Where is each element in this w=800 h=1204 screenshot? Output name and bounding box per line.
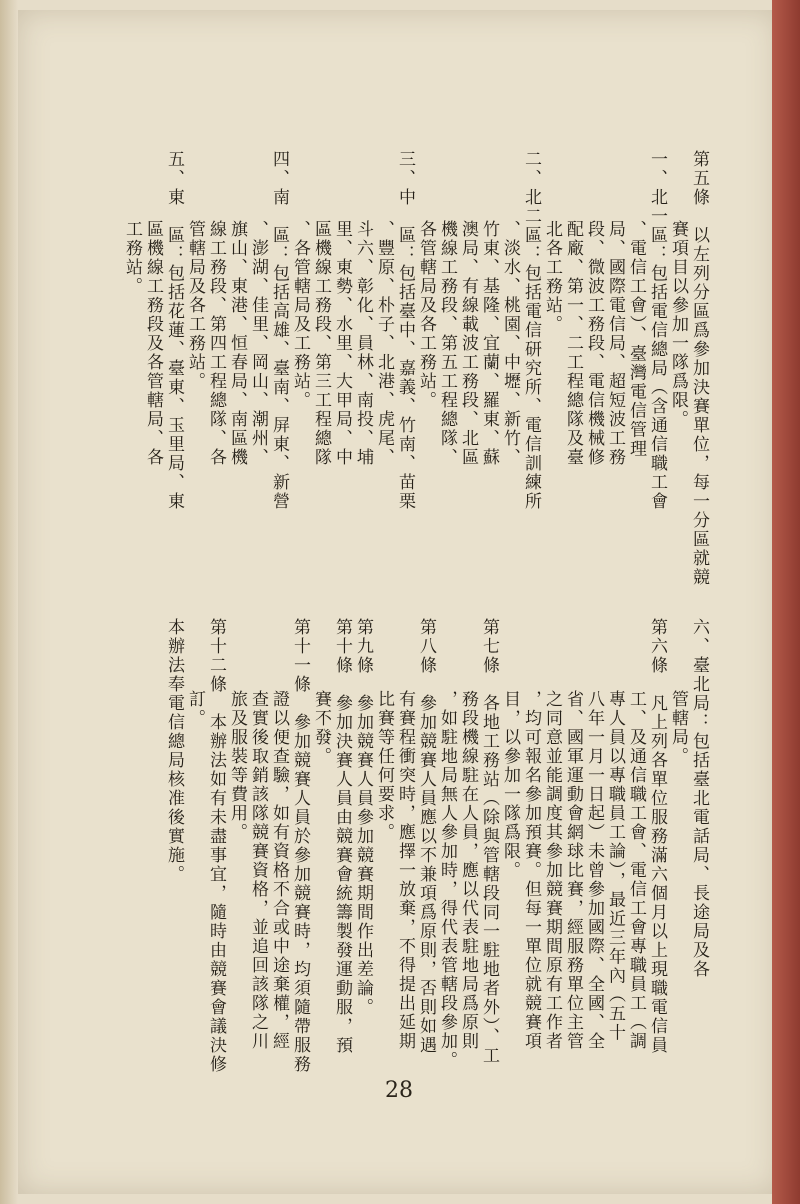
text-line: 八年一月一日起）未曾參加國際、全國、全 <box>584 690 604 1051</box>
text-line: 第九條 參加競賽人員參加競賽期間作出差論。 <box>353 618 373 1017</box>
text-line: 一、北一區：包括電信總局（含通信職工會 <box>647 150 667 511</box>
text-line: 比賽等任何要求。 <box>374 690 394 842</box>
text-line: 省、國軍運動會網球比賽，經服務單位主管 <box>563 690 583 1051</box>
text-line: 旗山、東港、恒春局、南區機 <box>227 220 247 467</box>
book-spine <box>772 0 800 1204</box>
text-line: 四、南 區：包括高雄、臺南、屏東、新營 <box>269 150 289 511</box>
text-line: 區機線工務段及各管轄局、各 <box>143 220 163 467</box>
text-line: 澳局、有線載波工務段、北區 <box>458 220 478 467</box>
text-line: 目，以參加一隊爲限。 <box>500 690 520 880</box>
text-line: 第十條 參加決賽人員由競賽會統籌製發運動服，預 <box>332 618 352 1055</box>
text-line: 區機線工務段、第三工程總隊 <box>311 220 331 467</box>
text-line: 、澎湖、佳里、岡山、潮州、 <box>248 220 268 467</box>
text-line: 賽不發。 <box>311 690 331 766</box>
text-line: 務段機線駐在人員，應以代表駐地局爲原則 <box>458 690 478 1051</box>
text-line: 竹東、基隆、宜蘭、羅東、蘇 <box>479 220 499 467</box>
text-line: 配廠、第一、二工程總隊及臺 <box>563 220 583 467</box>
text-line: 訂。 <box>185 690 205 728</box>
text-line: 之同意並能調度其參加競賽期間原有工作者 <box>542 690 562 1051</box>
text-line: 第五條 以左列分區爲參加決賽單位，每一分區就競 <box>689 150 709 587</box>
text-line: 二、北二區：包括電信研究所、電信訓練所 <box>521 150 541 511</box>
text-line: 第八條 參加競賽人員應以不兼項爲原則，否則如遇 <box>416 618 436 1055</box>
text-line: 第十二條 本辦法如有未盡事宜，隨時由競賽會議決修 <box>206 618 226 1074</box>
text-line: 北各工務站。 <box>542 220 562 334</box>
text-line: 管轄局。 <box>668 690 688 766</box>
text-line: 、電信工會）、臺灣電信管理 <box>626 220 646 459</box>
text-line: 工、及通信職工會、電信工會專職員工（調 <box>626 690 646 1051</box>
text-line: 本辦法奉電信總局核准後實施。 <box>164 618 184 884</box>
text-line: 第六條 凡上列各單位服務滿六個月以上現職電信員 <box>647 618 667 1055</box>
page-number: 28 <box>385 1078 413 1103</box>
text-line: 里、東勢、水里、大甲局、中 <box>332 220 352 467</box>
text-line: 有賽程衝突時，應擇一放棄，不得提出延期 <box>395 690 415 1051</box>
text-line: 證以便查驗，如有資格不合或中途棄權，經 <box>269 690 289 1051</box>
text-line: 旅及服裝等費用。 <box>227 690 247 842</box>
page-gutter <box>0 0 18 1204</box>
text-line: 、各管轄局及工務站。 <box>290 220 310 410</box>
text-line: 、淡水、桃園、中壢、新竹、 <box>500 220 520 467</box>
text-line: ，均可報名參加預賽。但每一單位就競賽項 <box>521 690 541 1051</box>
text-line: 工務站。 <box>122 220 142 296</box>
text-line: 段、微波工務段、電信機械修 <box>584 220 604 467</box>
text-line: 斗六、彰化、員林、南投、埔 <box>353 220 373 467</box>
text-line: 、豐原、朴子、北港、虎尾、 <box>374 220 394 467</box>
text-line: ，如駐地局無人參加時，得代表管轄段參加。 <box>437 690 457 1070</box>
text-line: 局、國際電信局、超短波工務 <box>605 220 625 467</box>
text-line: 六、臺北局：包括臺北電話局、長途局及各 <box>689 618 709 979</box>
text-line: 查實後取銷該隊競賽資格，並追回該隊之川 <box>248 690 268 1051</box>
text-line: 五、東 區：包括花蓮、臺東、玉里局、東 <box>164 150 184 511</box>
text-line: 各管轄局及各工務站。 <box>416 220 436 410</box>
text-line: 專人員以專職員工論），最近三年內（五十 <box>605 690 625 1043</box>
text-line: 管轄局及各工務站。 <box>185 220 205 391</box>
text-line: 三、中 區：包括臺中、嘉義、竹南、苗栗 <box>395 150 415 511</box>
text-line: 線工務段、第四工程總隊、各 <box>206 220 226 467</box>
text-line: 賽項目以參加一隊爲限。 <box>668 220 688 429</box>
text-line: 機線工務段、第五工程總隊、 <box>437 220 457 467</box>
text-line: 第十一條 參加競賽人員於參加競賽時，均須隨帶服務 <box>290 618 310 1074</box>
text-line: 第七條 各地工務站（除與管轄段同一駐地者外）、工 <box>479 618 499 1066</box>
